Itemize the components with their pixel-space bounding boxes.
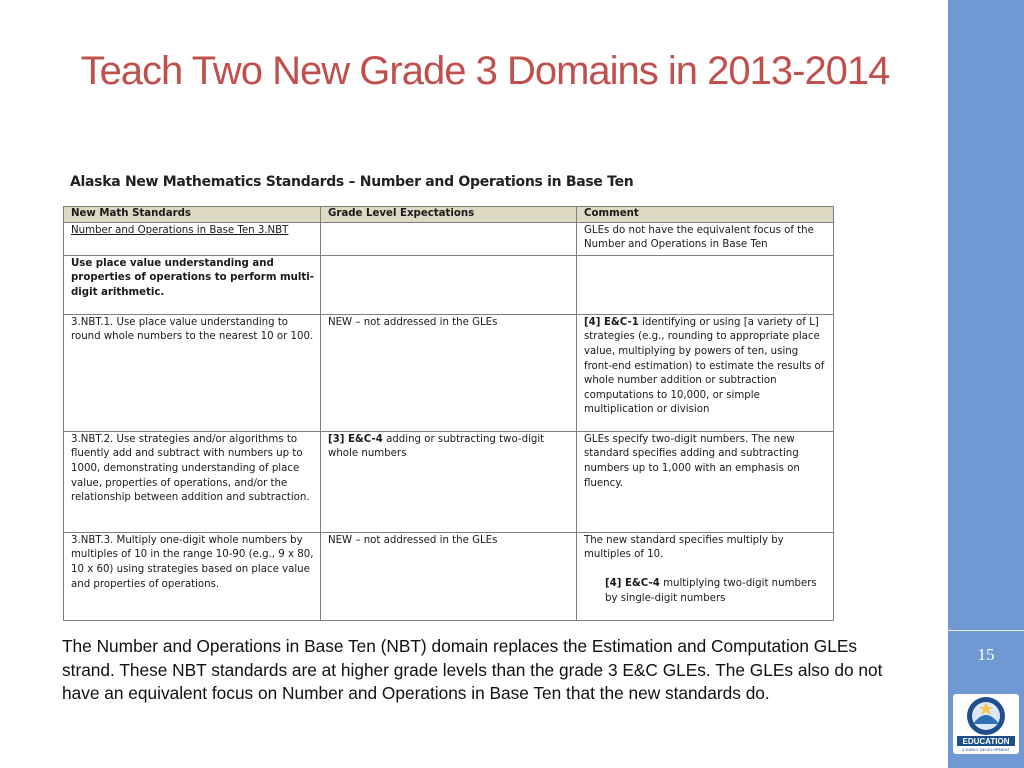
gle-code: [4] E&C-4: [605, 577, 660, 589]
table-row: [64, 314, 834, 431]
gle-text: adding or subtracting two-digit whole numbers: [328, 433, 545, 460]
slide-caption: The Number and Operations in Base Ten (NBT) domain replaces the Estimation and Computation GLEs strand. These NBT standards are at higher grade levels than the grade 3 E&C GLEs. The GLEs also do not have an equivalent focus on Number and Operations in Base Ten that the new standards do.: [62, 636, 883, 703]
comment-text: identifying or using [a variety of L] strategies (e.g., rounding to appropriate place value, multiplying by powers of ten, using front-end estimation) to estimate the results of whole number addition or subtraction computations to 10,000, or simple multiplication or division: [584, 316, 825, 416]
comment-cell: GLEs specify two-digit numbers. The new standard specifies adding and subtracting numbers up to 1,000 with an emphasis on fluency.: [577, 431, 834, 532]
logo-seal-icon: [953, 694, 1019, 754]
gle-cell: [321, 431, 577, 532]
sidebar-band: [948, 0, 1024, 768]
gle-cell: NEW – not addressed in the GLEs: [321, 314, 577, 431]
standard-cell: 3.NBT.1. Use place value understanding to round whole numbers to the nearest 10 or 100.: [64, 314, 321, 431]
comment-cell: [577, 532, 834, 620]
domain-title: Number and Operations in Base Ten 3.NBT: [71, 224, 289, 236]
logo-subtext: & EARLY DEVELOPMENT: [962, 747, 1010, 752]
table-row: [64, 255, 834, 314]
column-header-standards: New Math Standards: [64, 207, 321, 223]
gle-cell: [321, 222, 577, 255]
cluster-heading: Use place value understanding and properties of operations to perform multi-digit arithmetic.: [71, 257, 314, 298]
department-logo: [953, 694, 1019, 754]
standard-cell: [64, 255, 321, 314]
table-header-row: [64, 207, 834, 223]
comment-gle-text: multiplying two-digit numbers by single-digit numbers: [605, 577, 817, 604]
column-header-gles: Grade Level Expectations: [321, 207, 577, 223]
table-row: [64, 222, 834, 255]
standard-cell: 3.NBT.3. Multiply one-digit whole numbers by multiples of 10 in the range 10-90 (e.g., 9 x 80, 10 x 60) using strategies based on place value and properties of operations.: [64, 532, 321, 620]
slide-title: Teach Two New Grade 3 Domains in 2013-2014: [80, 49, 890, 93]
standard-cell: [64, 222, 321, 255]
comment-text: The new standard specifies multiply by multiples of 10.: [584, 534, 784, 561]
sidebar-divider: [948, 630, 1024, 631]
comment-gle: [584, 577, 827, 606]
standard-cell: 3.NBT.2. Use strategies and/or algorithms to fluently add and subtract with numbers up to 1000, demonstrating understanding of place value, properties of operations, and/or the relationship between addition and subtraction.: [64, 431, 321, 532]
logo-wordmark: EDUCATION: [962, 737, 1010, 746]
comment-cell: [577, 314, 834, 431]
comment-cell: [577, 255, 834, 314]
document-heading: Alaska New Mathematics Standards – Number and Operations in Base Ten: [70, 174, 634, 190]
comment-cell: GLEs do not have the equivalent focus of the Number and Operations in Base Ten: [577, 222, 834, 255]
gle-code: [3] E&C-4: [328, 433, 383, 445]
column-header-comment: Comment: [577, 207, 834, 223]
page-number: 15: [977, 645, 995, 664]
gle-cell: [321, 255, 577, 314]
gle-cell: NEW – not addressed in the GLEs: [321, 532, 577, 620]
gle-code: [4] E&C-1: [584, 316, 639, 328]
table-row: [64, 532, 834, 620]
standards-table: [63, 206, 834, 621]
table-row: [64, 431, 834, 532]
